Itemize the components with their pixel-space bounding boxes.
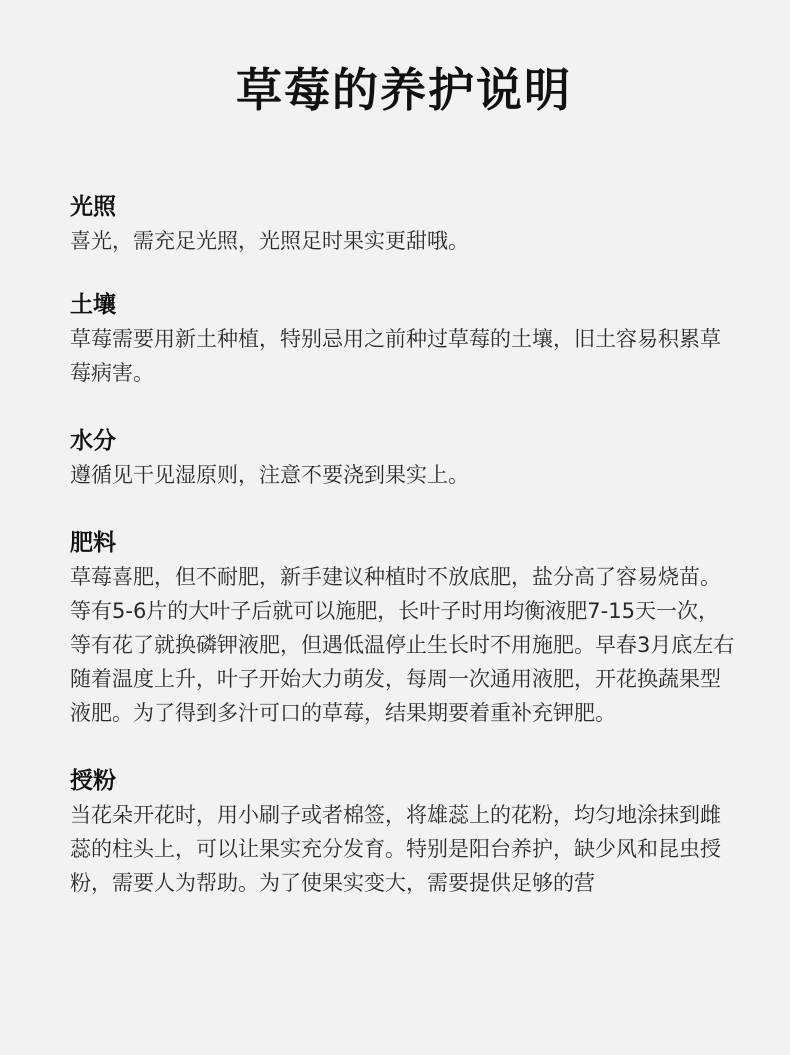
section-heading-fertilizer: 肥料 (70, 530, 116, 556)
section-body-light: 喜光，需充足光照，光照足时果实更甜哦。 (70, 229, 469, 253)
section-light (70, 190, 738, 258)
page-title: 草莓的养护说明 (236, 63, 572, 117)
section-body-soil: 草莓需要用新土种植，特别忌用之前种过草莓的土壤，旧土容易积累草莓病害。 (70, 327, 721, 385)
section-body-pollination: 当花朵开花时，用小刷子或者棉签，将雄蕊上的花粉，均匀地涂抹到雌蕊的柱头上，可以让果实充分发育。特别是阳台养护，缺少风和昆虫授粉，需要人为帮助。为了使果实变大，需要提供足够的营 (70, 803, 721, 895)
section-heading-water: 水分 (70, 428, 116, 454)
section-body-fertilizer: 草莓喜肥，但不耐肥，新手建议种植时不放底肥，盐分高了容易烧苗。等有5-6片的大叶子后就可以施肥，长叶子时用均衡液肥7-15天一次，等有花了就换磷钾液肥，但遇低温停止生长时不用施肥。早春3月底左右随着温度上升，叶子开始大力萌发，每周一次通用液肥，开花换蔬果型液肥。为了得到多汁可口的草莓，结果期要着重补充钾肥。 (70, 565, 735, 725)
section-heading-soil: 土壤 (70, 292, 116, 318)
section-heading-light: 光照 (70, 194, 116, 220)
section-pollination (70, 764, 738, 900)
section-water (70, 424, 738, 492)
section-soil (70, 288, 738, 390)
section-fertilizer (70, 526, 738, 730)
section-heading-pollination: 授粉 (70, 768, 116, 794)
section-body-water: 遵循见干见湿原则，注意不要浇到果实上。 (70, 463, 469, 487)
